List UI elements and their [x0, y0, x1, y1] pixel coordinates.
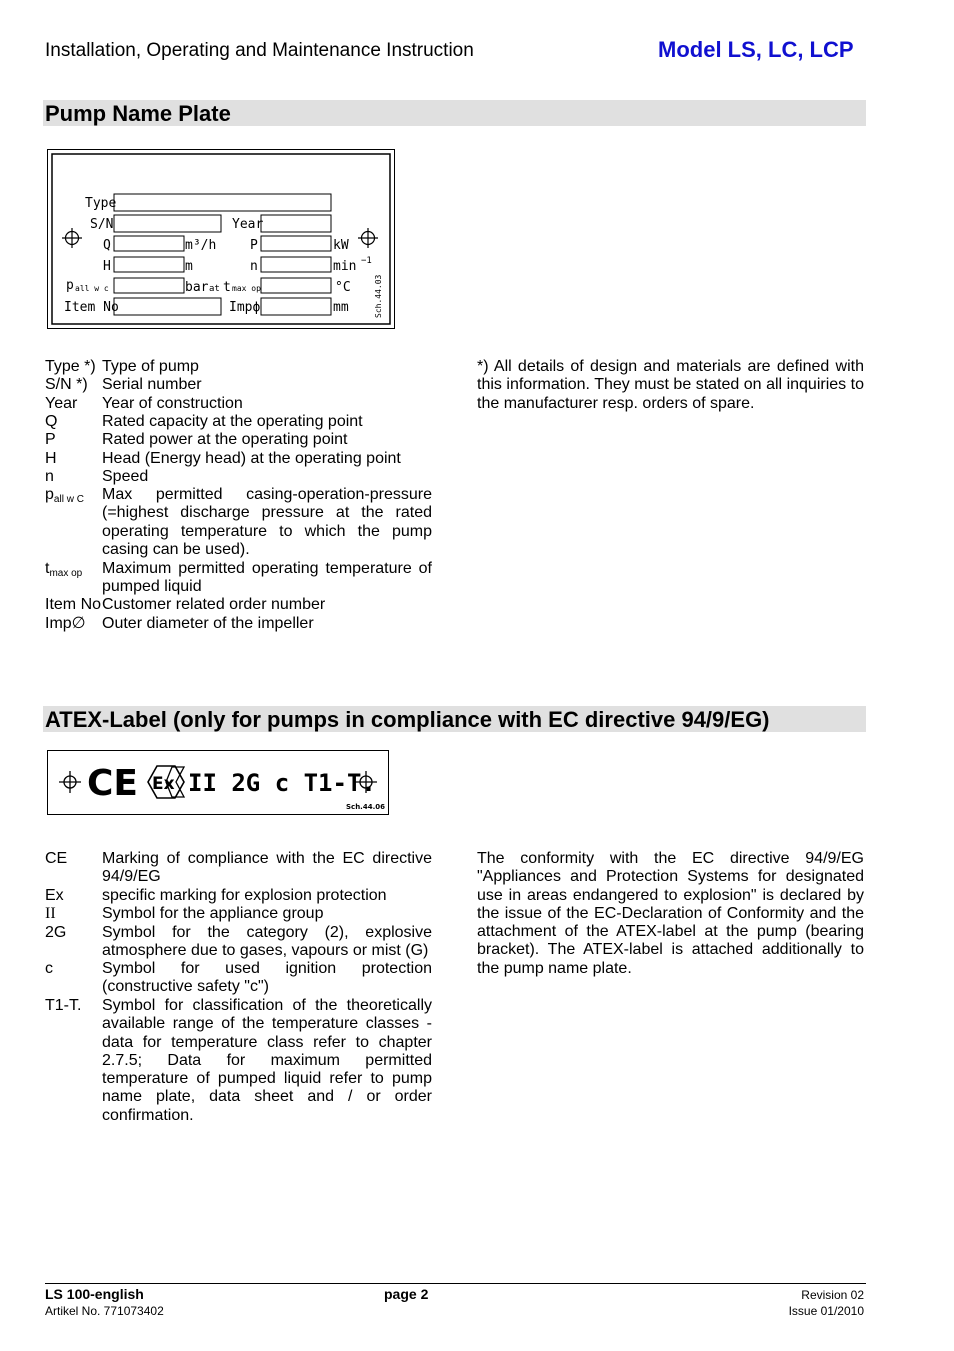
definition-key: $p_{all w C}$	[45, 486, 84, 505]
name-plate-figure	[47, 149, 395, 329]
atex-label-drawing	[48, 751, 388, 814]
definition-key: Year	[45, 395, 78, 412]
definition-key: II	[45, 905, 56, 922]
plate-q-label: Q	[103, 238, 111, 253]
definition-text: Symbol for classification of the theoretically available range of the temperature classes - data for temperature class refer to chapter 2.7.5; Data for maximum permitted temperature of pumped liquid refer to pump name plate, data sheet and / or order confirmation.	[102, 997, 432, 1124]
definition-text: Marking of compliance with the EC directive 94/9/EG	[102, 850, 432, 886]
footer-page-number: page 2	[384, 1286, 429, 1302]
footer-divider	[45, 1283, 866, 1284]
crosshair-right-icon	[358, 228, 378, 248]
definition-key: Q	[45, 413, 58, 430]
plate-q-unit: m³/h	[185, 238, 217, 253]
definition-text: Speed	[102, 468, 149, 485]
name-plate-note: *) All details of design and materials are defined with this information. They must be stated on all inquiries to the manufacturer resp. orders of spare.	[477, 358, 864, 412]
footer-article-number: Artikel No. 771073402	[45, 1304, 164, 1318]
plate-tmax-sub: max op	[232, 284, 261, 293]
atex-label-code: Sch.44.06	[346, 803, 385, 811]
definition-text: Outer diameter of the impeller	[102, 615, 314, 632]
atex-note: The conformity with the EC directive 94/9/EG "Appliances and Protection Systems for designated use in areas endangered to explosion" is declared by the issue of the EC-Declaration of Conformity and the attachment of the ATEX-label at the pump (bearing bracket). The ATEX-label is attached additionally to the pump name plate.	[477, 850, 864, 977]
definition-text: Maximum permitted operating temperature of pumped liquid	[102, 560, 432, 596]
name-plate-drawing	[48, 150, 394, 328]
crosshair-left-icon	[59, 771, 81, 793]
crosshair-left-icon	[62, 228, 82, 248]
plate-bar-unit: bar	[185, 280, 209, 295]
definition-text: Rated capacity at the operating point	[102, 413, 363, 430]
definition-text: Type of pump	[102, 358, 199, 375]
svg-text:Ex: Ex	[152, 774, 175, 794]
definition-key: S/N *)	[45, 376, 88, 393]
plate-n-unit: min	[333, 259, 357, 274]
definition-key: P	[45, 431, 56, 448]
plate-n-label: n	[250, 259, 258, 274]
plate-pall-sub: all w c	[75, 284, 109, 293]
plate-p-unit: kW	[333, 238, 349, 253]
plate-item-label: Item No	[64, 300, 119, 315]
plate-at-label: at	[209, 284, 220, 294]
plate-mm-unit: mm	[333, 300, 349, 315]
plate-h-unit: m	[185, 259, 193, 274]
definition-key: $t_{max op}$	[45, 560, 83, 579]
definition-text: Max permitted casing-operation-pressure (=highest discharge pressure at the rated operating temperature to which the pump casing can be used).	[102, 486, 432, 558]
definition-key: Item No	[45, 596, 102, 613]
plate-c-unit: °C	[335, 280, 351, 295]
plate-type-label: Type	[85, 196, 117, 211]
definition-text: Symbol for used ignition protection (constructive safety "c")	[102, 960, 432, 996]
definition-key: Type *)	[45, 358, 96, 375]
document-header-title: Installation, Operating and Maintenance Instruction	[45, 40, 474, 61]
plate-p-label: P	[250, 238, 258, 253]
definition-text: Head (Energy head) at the operating point	[102, 450, 401, 467]
plate-h-label: H	[103, 259, 111, 274]
definition-text: Rated power at the operating point	[102, 431, 348, 448]
definition-text: Symbol for the appliance group	[102, 905, 324, 922]
section-title-name-plate: Pump Name Plate	[45, 101, 231, 126]
definition-text: Year of construction	[102, 395, 243, 412]
plate-tmax-label: t	[223, 280, 231, 295]
plate-imp-label: Impϕ	[229, 300, 261, 315]
definition-key: T1-T.	[45, 997, 82, 1014]
footer-revision: Revision 02	[801, 1288, 864, 1302]
definition-key: n	[45, 468, 54, 485]
definition-key: 2G	[45, 924, 67, 941]
definition-text: Customer related order number	[102, 596, 326, 613]
section-title-atex: ATEX-Label (only for pumps in compliance with EC directive 94/9/EG)	[45, 707, 770, 732]
plate-year-label: Year	[232, 217, 264, 232]
atex-label-text: II 2G c T1-T.	[188, 769, 376, 797]
definition-key: c	[45, 960, 53, 977]
definition-key: Imp∅	[45, 615, 86, 632]
definition-text: specific marking for explosion protection	[102, 887, 387, 904]
plate-code: Sch.44.03	[374, 274, 383, 318]
plate-sn-label: S/N	[90, 217, 114, 232]
definition-key: H	[45, 450, 57, 467]
definition-text: Symbol for the category (2), explosive atmosphere due to gases, vapours or mist (G)	[102, 924, 432, 960]
definition-key: CE	[45, 850, 68, 867]
definition-text: Serial number	[102, 376, 202, 393]
ce-mark-icon: CE	[87, 763, 139, 804]
atex-label-figure	[47, 750, 389, 815]
plate-n-unit-exponent: −1	[361, 256, 372, 266]
ex-mark-icon	[145, 766, 184, 798]
plate-pall-label: p	[66, 278, 74, 293]
footer-document-name: LS 100-english	[45, 1286, 144, 1302]
model-title: Model LS, LC, LCP	[658, 37, 854, 62]
footer-issue: Issue 01/2010	[788, 1304, 864, 1318]
definition-key: Ex	[45, 887, 64, 904]
